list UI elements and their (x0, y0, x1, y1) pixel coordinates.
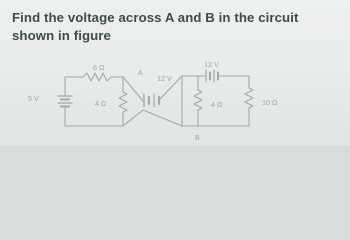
label-resistor-right: 10 Ω (262, 98, 278, 107)
label-battery-top-right: 12 V (204, 60, 219, 69)
resistor-6-ohm (83, 73, 111, 81)
label-resistor-mid-left: 4 Ω (95, 99, 107, 108)
resistor-4-ohm-right (194, 90, 202, 110)
question-text: Find the voltage across A and B in the circuit shown in figure (12, 10, 299, 43)
label-resistor-mid-right: 4 Ω (211, 100, 223, 109)
label-point-a: A (138, 68, 143, 77)
middle-link-top-wire (123, 77, 143, 101)
label-point-b: B (195, 133, 200, 142)
resistor-10-ohm (245, 88, 253, 108)
middle-link-bottom-wire (123, 110, 143, 126)
resistor-4-ohm-left (119, 92, 127, 112)
label-battery-left: 5 V (28, 94, 39, 103)
label-resistor-top-left: 6 Ω (93, 63, 105, 72)
label-battery-middle: 12 V (157, 74, 172, 83)
middle-link-lower-wire (143, 110, 182, 126)
